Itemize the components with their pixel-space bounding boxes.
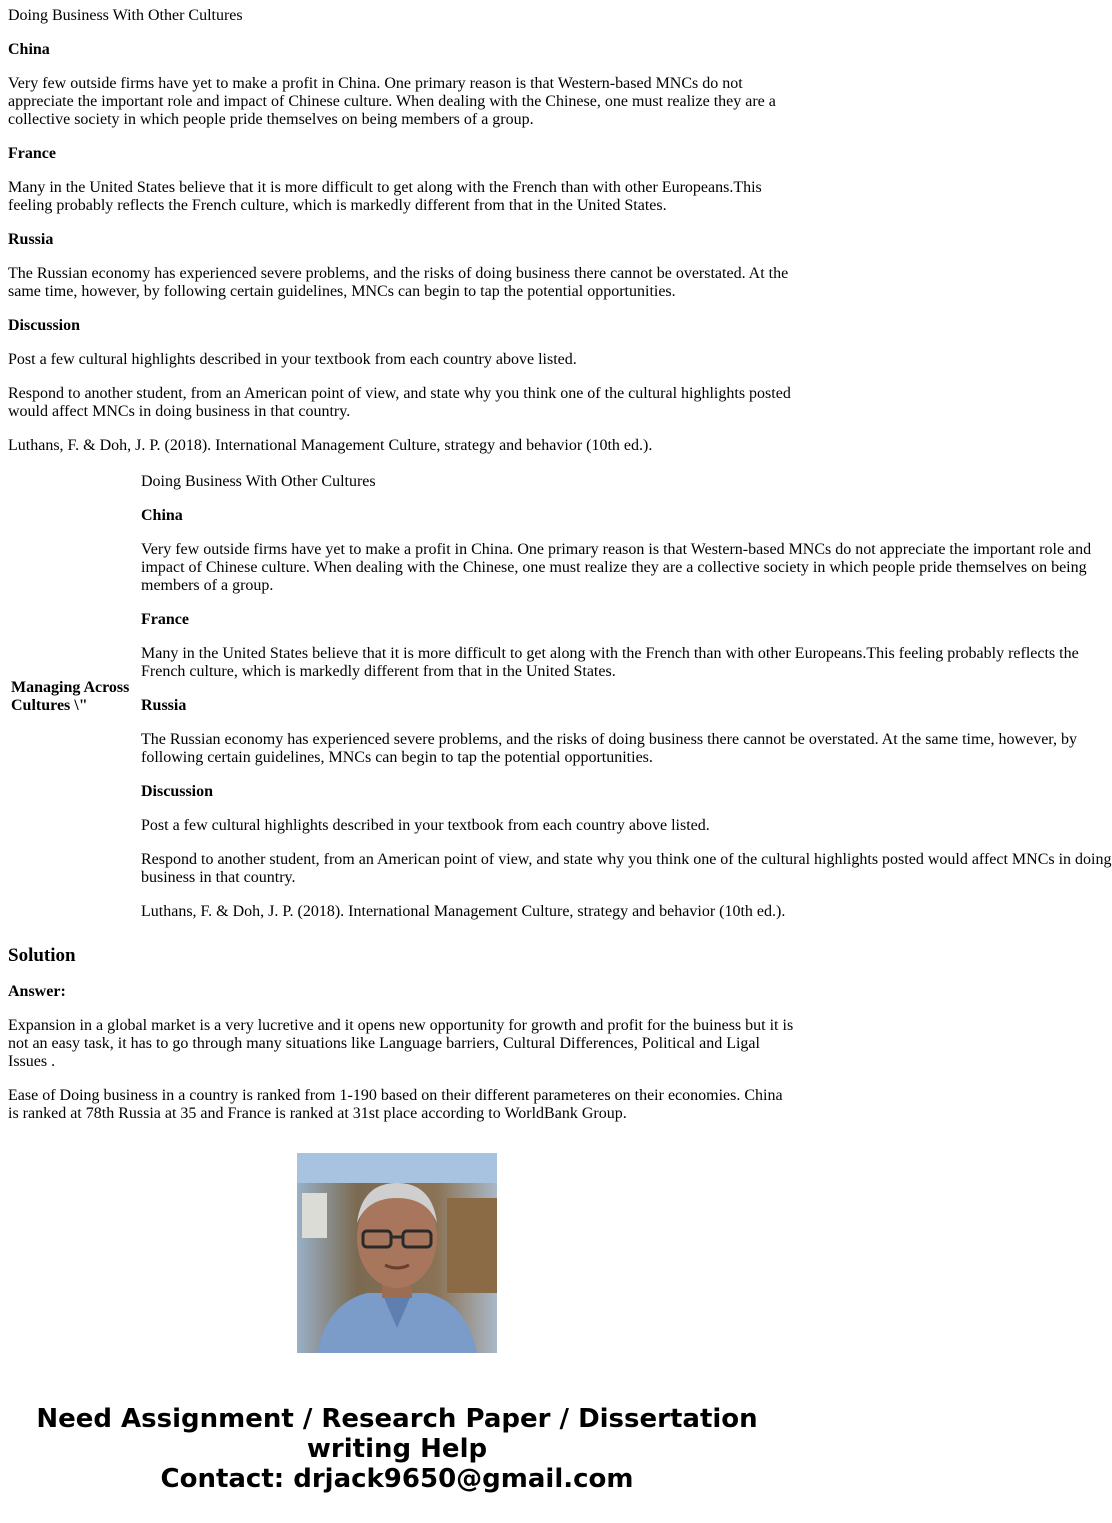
table-france-heading: France [141, 611, 189, 628]
table-discussion-heading: Discussion [141, 783, 214, 800]
table-russia-text [141, 731, 1077, 767]
china-text: Very few outside firms have yet to make a profit in China. One primary reason is that Western-based MNCs do not appreciate the important role and impact of Chinese culture. When dealing with the Chinese, one must realize they are a collective society in which people pride themselves on being members of a group. [8, 75, 776, 128]
banner-line-1: Need Assignment / Research Paper / Dissertation [36, 1404, 758, 1434]
banner-line-2: writing Help [306, 1434, 488, 1464]
table-label-line1: Managing Across [11, 679, 130, 696]
table-label-line2: Cultures \" [11, 697, 88, 714]
document-page [8, 7, 1112, 1153]
table-discussion-text: Post a few cultural highlights described in your textbook from each country above listed. [141, 817, 710, 834]
table-china-heading: China [141, 507, 183, 524]
table-russia-line1: The Russian economy has experienced severe problems, and the risks of doing business there cannot be overstated. At the same time, however, by [141, 731, 1077, 748]
doc-title: Doing Business With Other Cultures [8, 7, 243, 24]
table-row-label [8, 679, 141, 715]
author-avatar [297, 1153, 497, 1353]
table-russia-heading: Russia [141, 697, 187, 714]
citation-text: Luthans, F. & Doh, J. P. (2018). International Management Culture, strategy and behavior (10th ed.). [8, 437, 653, 454]
respond-text: Respond to another student, from an American point of view, and state why you think one of the cultural highlights posted would affect MNCs in doing business in that country. [8, 385, 791, 420]
solution-heading: Solution [8, 945, 76, 966]
avatar-photo [297, 1153, 497, 1353]
table-row-content [141, 473, 1112, 921]
table-france-line2: French culture, which is markedly different from that in the United States. [141, 663, 616, 680]
banner-contact: Contact: drjack9650@gmail.com [160, 1464, 634, 1494]
table-respond-line2: business in that country. [141, 869, 296, 886]
china-heading: China [8, 41, 50, 58]
question-table [8, 473, 1112, 921]
table-respond-text [141, 851, 1112, 887]
discussion-heading: Discussion [8, 317, 81, 334]
contact-banner [0, 1404, 794, 1494]
table-china-line3: members of a group. [141, 577, 274, 594]
table-citation-text: Luthans, F. & Doh, J. P. (2018). International Management Culture, strategy and behavior (10th ed.). [141, 903, 786, 920]
table-france-line1: Many in the United States believe that it is more difficult to get along with the French than with other Europeans.This feeling probably reflects the [141, 645, 1079, 662]
table-china-line1: Very few outside firms have yet to make a profit in China. One primary reason is that Western-based MNCs do not appreciate the important role and [141, 541, 1092, 558]
russia-text: The Russian economy has experienced severe problems, and the risks of doing business there cannot be overstated. At the same time, however, by following certain guidelines, MNCs can begin to tap the potential opportunities. [8, 265, 789, 300]
solution-body [8, 983, 794, 1153]
table-china-text [141, 541, 1092, 595]
france-text: Many in the United States believe that it is more difficult to get along with the French than with other Europeans.This feeling probably reflects the French culture, which is markedly different from that in the United States. [8, 179, 762, 214]
answer-label: Answer: [8, 983, 66, 1000]
solution-paragraph-1: Expansion in a global market is a very lucretive and it opens new opportunity for growth and profit for the buiness but it is not an easy task, it has to go through many situations like Language barriers, Cultural Differences, Political and Ligal Issues . [8, 1017, 794, 1070]
table-russia-line2: following certain guidelines, MNCs can begin to tap the potential opportunities. [141, 749, 653, 766]
france-heading: France [8, 145, 56, 162]
russia-heading: Russia [8, 231, 54, 248]
table-respond-line1: Respond to another student, from an American point of view, and state why you think one of the cultural highlights posted would affect MNCs in doing [141, 851, 1112, 868]
solution-paragraph-2: Ease of Doing business in a country is ranked from 1-190 based on their different parameteres on their economies. China is ranked at 78th Russia at 35 and France is ranked at 31st place according to WorldBank Group. [8, 1087, 783, 1122]
table-france-text [141, 645, 1079, 681]
discussion-text: Post a few cultural highlights described in your textbook from each country above listed. [8, 351, 577, 368]
table-doc-title: Doing Business With Other Cultures [141, 473, 376, 490]
table-china-line2: impact of Chinese culture. When dealing with the Chinese, one must realize they are a collective society in which people pride themselves on being [141, 559, 1087, 576]
